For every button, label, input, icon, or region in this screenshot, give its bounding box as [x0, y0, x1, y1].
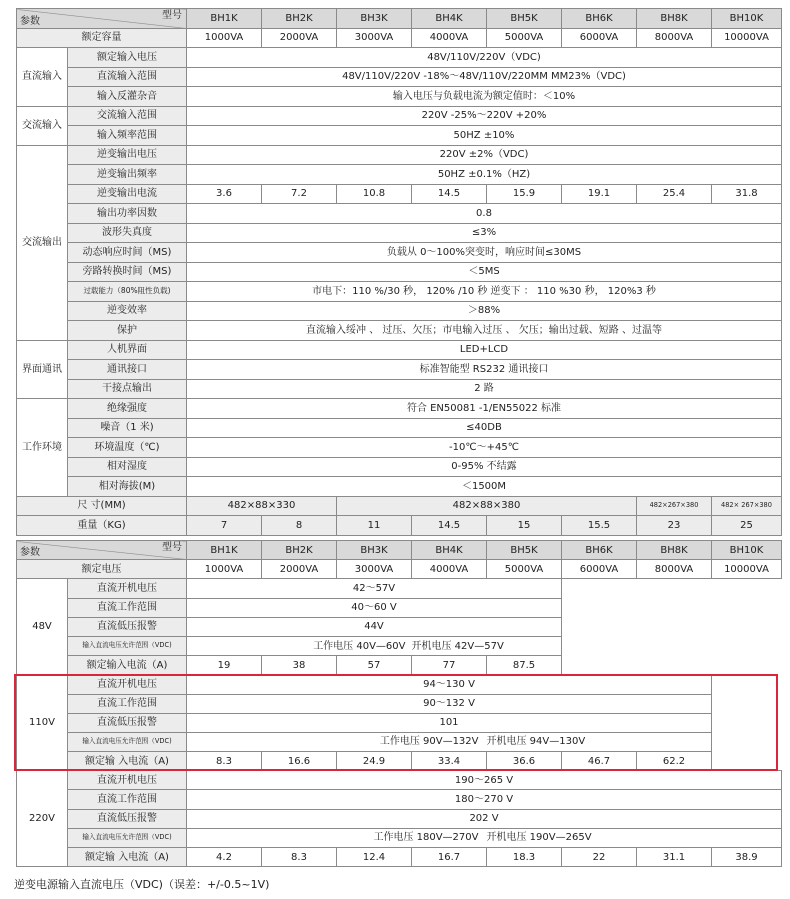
spec-table-general — [16, 8, 782, 536]
row-value: 50HZ ±0.1%（HZ) — [187, 165, 782, 185]
weight-cell: 25 — [712, 516, 782, 536]
rated-cell: 6000VA — [562, 560, 637, 579]
row-label: 直流输入范围 — [68, 67, 187, 87]
capacity-cell: 6000VA — [562, 28, 637, 48]
row-value: 2 路 — [187, 379, 782, 399]
current-cell: 22 — [562, 848, 637, 867]
row-value: ＜1500M — [187, 477, 782, 497]
current-cell: 10.8 — [337, 184, 412, 204]
current-cell: 7.2 — [262, 184, 337, 204]
table-row — [17, 418, 782, 438]
capacity-cell: 4000VA — [412, 28, 487, 48]
row-value: 202 V — [187, 809, 782, 828]
capacity-cell: 1000VA — [187, 28, 262, 48]
table-row — [17, 204, 782, 224]
model-cell: BH1K — [187, 541, 262, 560]
row-value: 90～132 V — [187, 694, 712, 713]
group-ac-output: 交流输出 — [17, 145, 68, 340]
table-row — [17, 106, 782, 126]
empty-area — [712, 675, 782, 771]
row-label: 波形失真度 — [68, 223, 187, 243]
table-row — [17, 301, 782, 321]
row-value: 44V — [187, 617, 562, 636]
current-cell: 19 — [187, 656, 262, 675]
row-value: 42～57V — [187, 579, 562, 598]
row-label: 逆变效率 — [68, 301, 187, 321]
row-value: -10℃～+45℃ — [187, 438, 782, 458]
row-label: 人机界面 — [68, 340, 187, 360]
row-label: 相对湿度 — [68, 457, 187, 477]
row-label: 动态响应时间（MS) — [68, 243, 187, 263]
row-label: 输出功率因数 — [68, 204, 187, 224]
model-label: 型号 — [162, 542, 182, 553]
model-cell: BH6K — [562, 541, 637, 560]
model-cell: BH2K — [262, 541, 337, 560]
row-value: ≤40DB — [187, 418, 782, 438]
boot-voltage: 开机电压 42V—57V — [412, 636, 562, 655]
row-label: 绝缘强度 — [68, 399, 187, 419]
row-label: 额定输 入电流（A) — [68, 848, 187, 867]
boot-voltage: 开机电压 94V—130V — [487, 732, 712, 751]
rated-row — [17, 560, 782, 579]
rated-cell: 2000VA — [262, 560, 337, 579]
row-value: 0.8 — [187, 204, 782, 224]
model-cell: BH1K — [187, 9, 262, 29]
group-ac-input: 交流输入 — [17, 106, 68, 145]
row-value: ＞88% — [187, 301, 782, 321]
group-interface: 界面通讯 — [17, 340, 68, 399]
row-value: 101 — [187, 713, 712, 732]
capacity-row — [17, 28, 782, 48]
row-label: 直流低压报警 — [68, 617, 187, 636]
model-cell: BH4K — [412, 541, 487, 560]
row-label: 通讯接口 — [68, 360, 187, 380]
table-row — [17, 67, 782, 87]
group-environment: 工作环境 — [17, 399, 68, 497]
capacity-cell: 5000VA — [487, 28, 562, 48]
model-cell: BH6K — [562, 9, 637, 29]
current-cell: 14.5 — [412, 184, 487, 204]
weight-cell: 7 — [187, 516, 262, 536]
table-row — [17, 438, 782, 458]
row-value: 48V/110V/220V -18%～48V/110V/220MM MM23%（VDC) — [187, 67, 782, 87]
table-row — [17, 828, 782, 847]
group-dc-input: 直流输入 — [17, 48, 68, 107]
rated-cell: 5000VA — [487, 560, 562, 579]
row-label: 尺 寸(MM) — [17, 496, 187, 516]
current-cell: 77 — [412, 656, 487, 675]
model-cell: BH4K — [412, 9, 487, 29]
row-label: 直流工作范围 — [68, 694, 187, 713]
current-cell: 3.6 — [187, 184, 262, 204]
current-cell: 57 — [337, 656, 412, 675]
current-cell: 12.4 — [337, 848, 412, 867]
work-voltage: 工作电压 90V—132V — [187, 732, 487, 751]
table-row — [17, 771, 782, 790]
rated-cell: 3000VA — [337, 560, 412, 579]
row-label: 额定输入电压 — [68, 48, 187, 68]
current-cell: 62.2 — [637, 752, 712, 771]
table-row — [17, 790, 782, 809]
row-label: 直流开机电压 — [68, 675, 187, 694]
table-row — [17, 282, 782, 302]
current-cell: 38.9 — [712, 848, 782, 867]
row-label: 直流开机电压 — [68, 579, 187, 598]
row-label: 额定电压 — [17, 560, 187, 579]
weight-cell: 15.5 — [562, 516, 637, 536]
row-value: 0-95% 不结露 — [187, 457, 782, 477]
current-cell: 16.6 — [262, 752, 337, 771]
size-cell: 482×267×380 — [637, 496, 712, 516]
row-value: 直流输入绥冲 、 过压、欠压；市电输入过压 、 欠压；输出过载、短路 、过温等 — [187, 321, 782, 341]
table-row — [17, 87, 782, 107]
table-row — [17, 48, 782, 68]
table-row — [17, 457, 782, 477]
table-row — [17, 184, 782, 204]
model-cell: BH10K — [712, 9, 782, 29]
row-label: 逆变输出频率 — [68, 165, 187, 185]
current-cell: 18.3 — [487, 848, 562, 867]
row-value: 标准智能型 RS232 通讯接口 — [187, 360, 782, 380]
row-value: ≤3% — [187, 223, 782, 243]
row-value: 50HZ ±10% — [187, 126, 782, 146]
size-cell: 482×88×380 — [337, 496, 637, 516]
model-cell: BH5K — [487, 9, 562, 29]
row-label: 额定输入电流（A) — [68, 656, 187, 675]
row-label: 旁路转换时间（MS) — [68, 262, 187, 282]
size-cell: 482×88×330 — [187, 496, 337, 516]
model-cell: BH3K — [337, 541, 412, 560]
current-cell: 25.4 — [637, 184, 712, 204]
capacity-cell: 2000VA — [262, 28, 337, 48]
table-row — [17, 262, 782, 282]
row-value: 94～130 V — [187, 675, 712, 694]
row-label: 环境温度（℃) — [68, 438, 187, 458]
current-cell: 38 — [262, 656, 337, 675]
table-row — [17, 243, 782, 263]
table-row — [17, 579, 782, 598]
row-value: 180～270 V — [187, 790, 782, 809]
param-model-corner — [17, 541, 187, 560]
weight-cell: 15 — [487, 516, 562, 536]
current-cell: 19.1 — [562, 184, 637, 204]
current-cell: 24.9 — [337, 752, 412, 771]
weight-cell: 14.5 — [412, 516, 487, 536]
table-row — [17, 340, 782, 360]
row-value: 市电下：110 %/30 秒， 120% /10 秒 逆变下 ： 110 %30 秒， 120%3 秒 — [187, 282, 782, 302]
capacity-cell: 8000VA — [637, 28, 712, 48]
row-label: 重量（KG) — [17, 516, 187, 536]
row-value: 190～265 V — [187, 771, 782, 790]
row-label: 输入频率范围 — [68, 126, 187, 146]
table-row — [17, 675, 782, 694]
table-row — [17, 752, 782, 771]
model-cell: BH3K — [337, 9, 412, 29]
work-voltage: 工作电压 40V—60V — [187, 636, 412, 655]
row-label: 噪音（1 米) — [68, 418, 187, 438]
param-model-corner — [17, 9, 187, 29]
table-row — [17, 379, 782, 399]
rated-cell: 8000VA — [637, 560, 712, 579]
row-label: 输入反灌杂音 — [68, 87, 187, 107]
row-label: 干接点输出 — [68, 379, 187, 399]
row-label: 直流工作范围 — [68, 598, 187, 617]
rated-cell: 4000VA — [412, 560, 487, 579]
table-row — [17, 732, 782, 751]
rated-cell: 10000VA — [712, 560, 782, 579]
current-cell: 87.5 — [487, 656, 562, 675]
row-label: 直流低压报警 — [68, 713, 187, 732]
table-row — [17, 694, 782, 713]
model-cell: BH5K — [487, 541, 562, 560]
current-cell: 4.2 — [187, 848, 262, 867]
group-220v: 220V — [17, 771, 68, 867]
empty-area — [562, 579, 782, 675]
row-value: 40～60 V — [187, 598, 562, 617]
row-label: 输入直流电压允许范围（VDC) — [68, 828, 187, 847]
row-label: 输入直流电压允许范围（VDC) — [68, 636, 187, 655]
param-label: 参数 — [20, 547, 40, 559]
capacity-cell: 10000VA — [712, 28, 782, 48]
row-value: LED+LCD — [187, 340, 782, 360]
table-row — [17, 223, 782, 243]
row-value: 符合 EN50081 -1/EN55022 标准 — [187, 399, 782, 419]
spec-table-dc-input — [16, 540, 782, 867]
current-cell: 8.3 — [262, 848, 337, 867]
weight-row — [17, 516, 782, 536]
table-row — [17, 809, 782, 828]
row-value: 48V/110V/220V（VDC) — [187, 48, 782, 68]
boot-voltage: 开机电压 190V—265V — [487, 828, 782, 847]
row-value: 负载从 0～100%突变时，响应时间≤30MS — [187, 243, 782, 263]
table-row — [17, 713, 782, 732]
table-row — [17, 848, 782, 867]
rated-cell: 1000VA — [187, 560, 262, 579]
current-cell: 8.3 — [187, 752, 262, 771]
model-label: 型号 — [162, 10, 182, 21]
row-label: 直流低压报警 — [68, 809, 187, 828]
current-cell: 16.7 — [412, 848, 487, 867]
row-value: 220V ±2%（VDC) — [187, 145, 782, 165]
table-row — [17, 165, 782, 185]
weight-cell: 23 — [637, 516, 712, 536]
row-label: 输入直流电压允许范围（VDC) — [68, 732, 187, 751]
model-cell: BH2K — [262, 9, 337, 29]
row-value: ＜5MS — [187, 262, 782, 282]
current-cell: 36.6 — [487, 752, 562, 771]
capacity-cell: 3000VA — [337, 28, 412, 48]
row-value: 220V -25%～220V +20% — [187, 106, 782, 126]
model-cell: BH10K — [712, 541, 782, 560]
row-label: 直流工作范围 — [68, 790, 187, 809]
header-row — [17, 541, 782, 560]
weight-cell: 11 — [337, 516, 412, 536]
row-label: 直流开机电压 — [68, 771, 187, 790]
row-label: 保护 — [68, 321, 187, 341]
row-label: 交流输入范围 — [68, 106, 187, 126]
weight-cell: 8 — [262, 516, 337, 536]
table-row — [17, 399, 782, 419]
group-48v: 48V — [17, 579, 68, 675]
size-row — [17, 496, 782, 516]
current-cell: 31.1 — [637, 848, 712, 867]
work-voltage: 工作电压 180V—270V — [187, 828, 487, 847]
row-label: 逆变输出电压 — [68, 145, 187, 165]
param-label: 参数 — [20, 15, 40, 27]
row-label: 过载能力（80%阻性负载) — [68, 282, 187, 302]
current-cell: 15.9 — [487, 184, 562, 204]
size-cell: 482× 267×380 — [712, 496, 782, 516]
row-label: 额定输 入电流（A) — [68, 752, 187, 771]
row-label: 额定容量 — [17, 28, 187, 48]
current-cell: 31.8 — [712, 184, 782, 204]
model-cell: BH8K — [637, 9, 712, 29]
row-label: 相对海拔(M) — [68, 477, 187, 497]
row-value: 输入电压与负载电流为额定值时：＜10% — [187, 87, 782, 107]
table-row — [17, 321, 782, 341]
table-row — [17, 360, 782, 380]
table-row — [17, 477, 782, 497]
table-row — [17, 126, 782, 146]
table-row — [17, 145, 782, 165]
header-row — [17, 9, 782, 29]
current-cell: 33.4 — [412, 752, 487, 771]
group-110v: 110V — [17, 675, 68, 771]
current-cell: 46.7 — [562, 752, 637, 771]
footnote: 逆变电源输入直流电压（VDC)（误差：+/-0.5~1V) — [14, 878, 270, 891]
model-cell: BH8K — [637, 541, 712, 560]
row-label: 逆变输出电流 — [68, 184, 187, 204]
